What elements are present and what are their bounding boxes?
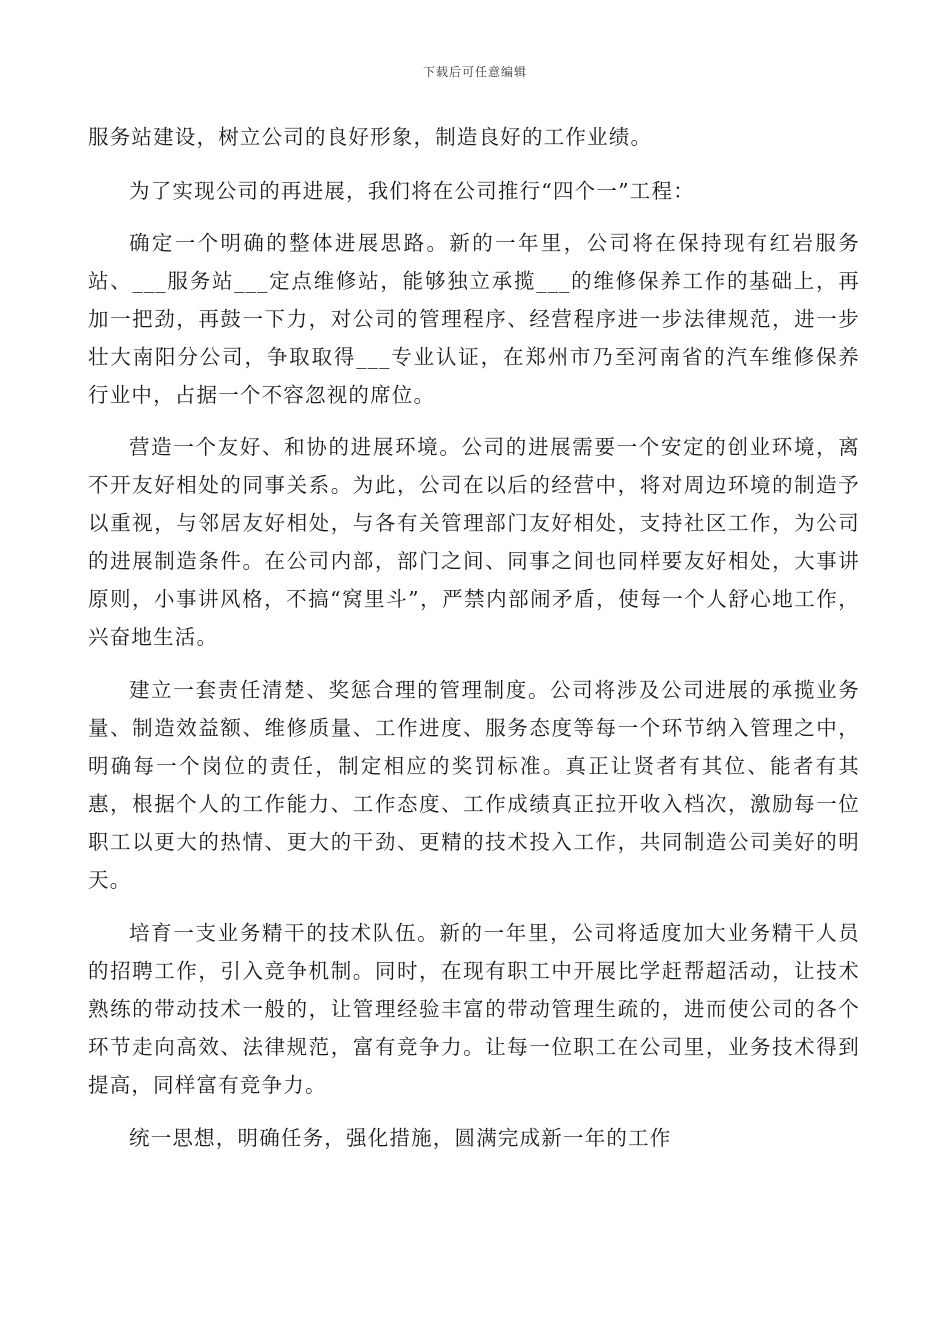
- paragraph-technical-team: 培育一支业务精干的技术队伍。新的一年里，公司将适度加大业务精干人员的招聘工作，引入竞争机制。同时，在现有职工中开展比学赶帮超活动，让技术熟练的带动技术一般的，让管理经验丰富的带动管理生疏的，进而使公司的各个环节走向高效、法律规范，富有竞争力。让每一位职工在公司里，业务技术得到提高，同样富有竞争力。: [88, 921, 860, 1097]
- page-header: 下载后可任意编辑: [422, 65, 527, 79]
- paragraph-four-ones-intro: 为了实现公司的再进展，我们将在公司推行“四个一”工程：: [129, 179, 695, 203]
- document-body: [88, 118, 860, 1157]
- paragraph-management-system: 建立一套责任清楚、奖惩合理的管理制度。公司将涉及公司进展的承揽业务量、制造效益额、维修质量、工作进度、服务态度等每一个环节纳入管理之中，明确每一个岗位的责任，制定相应的奖罚标准。真正让贤者有其位、能者有其惠，根据个人的工作能力、工作态度、工作成绩真正拉开收入档次，激励每一位职工以更大的热情、更大的干劲、更精的技术投入工作，共同制造公司美好的明天。: [88, 678, 860, 892]
- paragraph-section-heading: 统一思想，明确任务，强化措施，圆满完成新一年的工作: [129, 1126, 672, 1150]
- paragraph-development-plan: 确定一个明确的整体进展思路。新的一年里，公司将在保持现有红岩服务站、___服务站___定点维修站，能够独立承揽___的维修保养工作的基础上，再加一把劲，再鼓一下力，对公司的管理程序、经营程序进一步法律规范，进一步壮大南阳分公司，争取取得___专业认证，在郑州市乃至河南省的汽车维修保养行业中，占据一个不容忽视的席位。: [88, 231, 860, 407]
- paragraph-harmonious-environment: 营造一个友好、和协的进展环境。公司的进展需要一个安定的创业环境，离不开友好相处的同事关系。为此，公司在以后的经营中，将对周边环境的制造予以重视，与邻居友好相处，与各有关管理部门友好相处，支持社区工作，为公司的进展制造条件。在公司内部，部门之间、同事之间也同样要友好相处，大事讲原则，小事讲风格，不搞“窝里斗”，严禁内部闹矛盾，使每一个人舒心地工作，兴奋地生活。: [88, 435, 860, 649]
- paragraph-continuation: 服务站建设，树立公司的良好形象，制造良好的工作业绩。: [88, 125, 653, 149]
